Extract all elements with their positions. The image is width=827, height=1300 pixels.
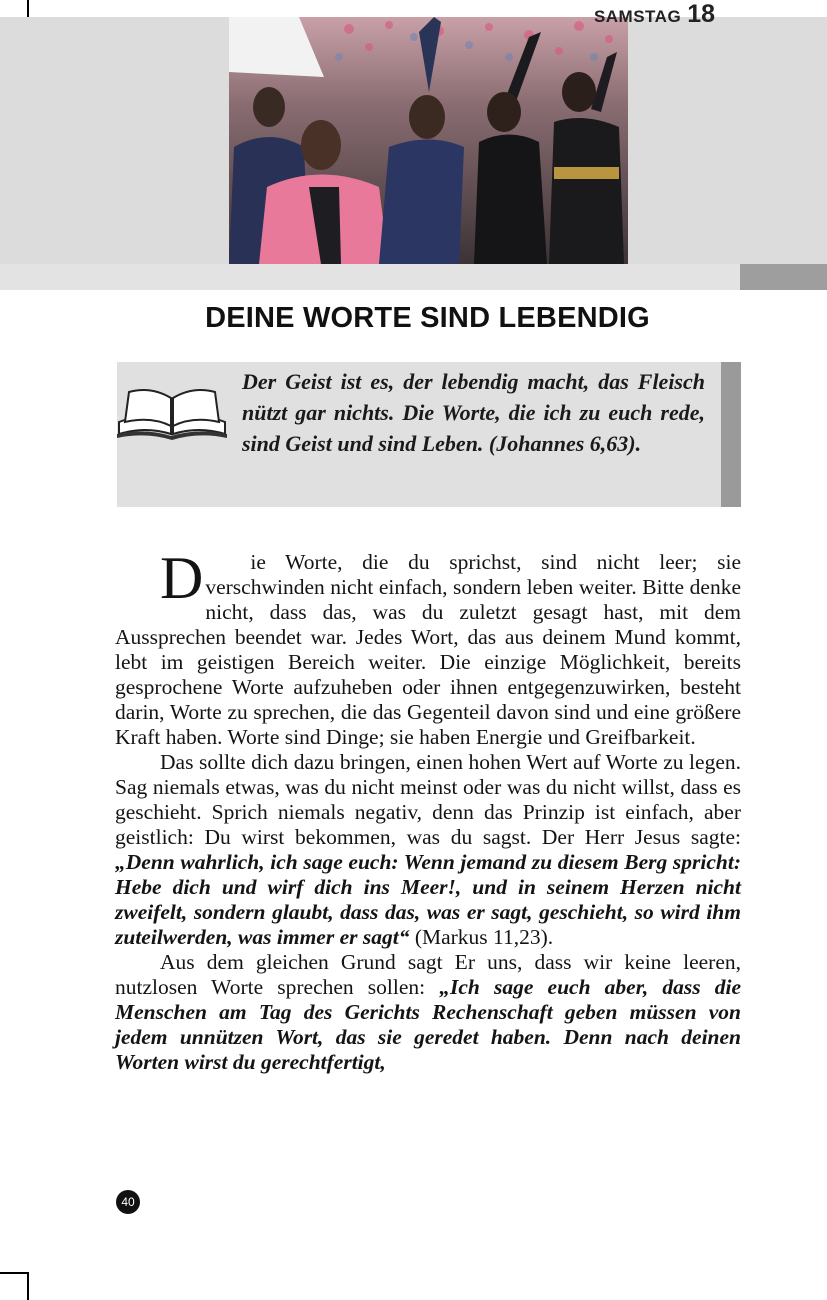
paragraph-3 [115, 950, 741, 1075]
paragraph-1-text: ie Worte, die du sprichst, sind nicht leer; sie verschwinden nicht einfach, sondern leben weiter. Bitte denke nicht, dass das, was du zuletzt gesagt hast, mit dem Aussprechen beendet war. Jedes Wort, das aus deinem Mund kommt, lebt im geistigen Bereich weiter. Die einzige Möglichkeit, bereits gesprochene Worte aufzuheben oder ihnen entgegenzuwirken, besteht darin, Worte zu sprechen, die das Gegenteil davon sind und eine größere Kraft haben. Worte sind Dinge; sie haben Energie und Greifbarkeit. [115, 550, 741, 749]
body-text [115, 545, 741, 1075]
paragraph-2-text: Das sollte dich dazu bringen, einen hohen Wert auf Worte zu legen. Sag niemals etwas, was du nicht meinst oder was du nicht willst, dass es geschieht. Sprich niemals negativ, denn das Prinzip ist einfach, aber geistlich: Du wirst bekommen, was du sagst. Der Herr Jesus sagte: [115, 750, 741, 849]
paragraph-2-reference: (Markus 11,23). [409, 925, 554, 949]
date-bar-light [0, 264, 740, 290]
paragraph-2 [115, 750, 741, 950]
day-label: SAMSTAG [593, 7, 682, 26]
page-number: 40 [116, 1190, 140, 1214]
date-bar [0, 264, 827, 290]
paragraph-3-text: Aus dem gleichen Grund sagt Er uns, dass wir keine leeren, nutzlosen Worte sprechen sollen: [115, 950, 741, 999]
date-bar-dark [740, 264, 827, 290]
open-book-icon [115, 384, 229, 440]
verse-text: Der Geist ist es, der lebendig macht, das Fleisch nützt gar nichts. Die Worte, die ich zu euch rede, sind Geist und sind Leben. (Johannes 6,63). [242, 369, 705, 456]
page-title: DEINE WORTE SIND LEBENDIG [205, 302, 650, 334]
worship-photo-illustration [229, 17, 628, 264]
drop-cap: D [160, 545, 204, 611]
crop-mark-bottom-vertical [27, 1272, 29, 1300]
verse-stripe [721, 362, 741, 507]
date-label [594, 1, 715, 27]
worship-photo [229, 17, 628, 264]
day-number: 18 [687, 0, 715, 28]
paragraph-1 [115, 545, 741, 750]
paragraph-3-quote: „Ich sage euch aber, dass die Menschen am Tag des Gerichts Rechenschaft geben müssen von jedem unnützen Wort, das sie geredet haben. Denn nach deinen Worten wirst du gerechtfertigt, [115, 975, 741, 1074]
crop-mark-bottom [0, 1272, 29, 1274]
paragraph-2-quote: „Denn wahrlich, ich sage euch: Wenn jemand zu diesem Berg spricht: Hebe dich und wirf dich ins Meer!, und in seinem Herzen nicht zweifelt, sondern glaubt, dass das, was er sagt, geschieht, so wird ihm zuteilwerden, was immer er sagt“ [115, 850, 741, 949]
